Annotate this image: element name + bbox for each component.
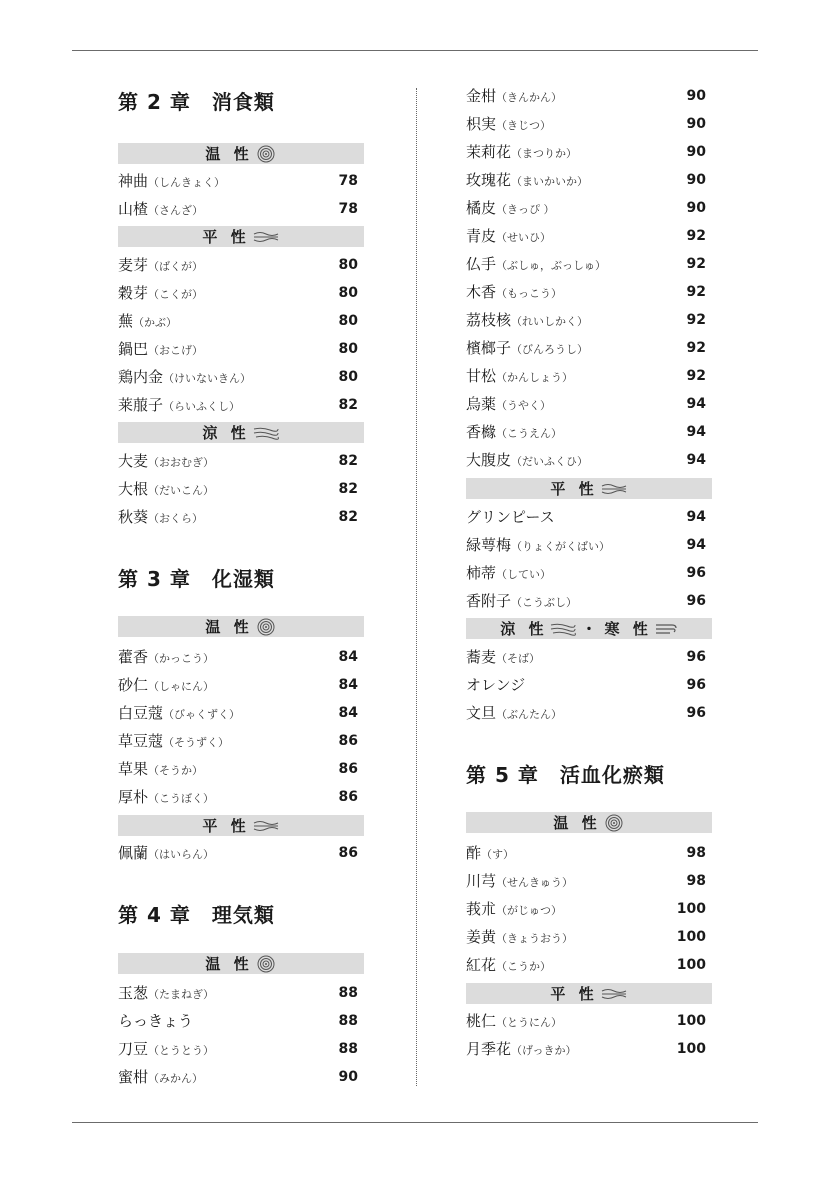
section-band-neutral — [466, 983, 712, 1004]
list-item: 桃仁（とうにん） 100 — [466, 1012, 706, 1030]
neutral-wave-icon — [252, 819, 280, 833]
warm-spiral-icon — [255, 618, 277, 636]
chapter-title: 第 4 章 理気類 — [118, 903, 275, 927]
band-label: 温 性 — [205, 618, 253, 636]
list-item: 穀芽（こくが） 80 — [118, 284, 358, 302]
list-item: 香櫞（こうえん） 94 — [466, 423, 706, 441]
list-item: 蜜柑（みかん） 90 — [118, 1068, 358, 1086]
list-item: 刀豆（とうとう） 88 — [118, 1040, 358, 1058]
section-band-warm — [118, 616, 364, 637]
list-item: 山楂（さんざ） 78 — [118, 200, 358, 218]
list-item: らっきょう 88 — [118, 1012, 358, 1030]
list-item: オレンジ 96 — [466, 676, 706, 694]
warm-spiral-icon — [255, 955, 277, 973]
section-band-warm — [118, 143, 364, 164]
band-label: 温 性 — [205, 955, 253, 973]
list-item: グリンピース 94 — [466, 508, 706, 526]
band-label: 温 性 — [553, 814, 601, 832]
list-item: 草果（そうか） 86 — [118, 760, 358, 778]
list-item: 枳実（きじつ） 90 — [466, 115, 706, 133]
list-item: 香附子（こうぶし） 96 — [466, 592, 706, 610]
list-item: 月季花（げっきか） 100 — [466, 1040, 706, 1058]
list-item: 鶏内金（けいないきん） 80 — [118, 368, 358, 386]
neutral-wave-icon — [252, 230, 280, 244]
list-item: 茘枝核（れいしかく） 92 — [466, 311, 706, 329]
list-item: 烏薬（うやく） 94 — [466, 395, 706, 413]
list-item: 大根（だいこん） 82 — [118, 480, 358, 498]
list-item: 大腹皮（だいふくひ） 94 — [466, 451, 706, 469]
section-band-neutral — [118, 226, 364, 247]
list-item: 茉莉花（まつりか） 90 — [466, 143, 706, 161]
neutral-wave-icon — [600, 482, 628, 496]
warm-spiral-icon — [603, 814, 625, 832]
list-item: 蕎麦（そば） 96 — [466, 648, 706, 666]
bottom-rule — [72, 1122, 758, 1123]
band-label: 涼 性 — [202, 424, 250, 442]
list-item: 緑萼梅（りょくがくばい） 94 — [466, 536, 706, 554]
list-item: 草豆蔻（そうずく） 86 — [118, 732, 358, 750]
cold-wind-icon — [654, 622, 678, 636]
list-item: 仏手（ぶしゅ，ぶっしゅ） 92 — [466, 255, 706, 273]
list-item: 橘皮（きっぴ ） 90 — [466, 199, 706, 217]
section-band-neutral — [118, 815, 364, 836]
list-item: 厚朴（こうぼく） 86 — [118, 788, 358, 806]
band-label: 温 性 — [205, 145, 253, 163]
list-item: 木香（もっこう） 92 — [466, 283, 706, 301]
list-item: 柿蒂（してい） 96 — [466, 564, 706, 582]
list-item: 酢（す） 98 — [466, 844, 706, 862]
section-band-warm — [118, 953, 364, 974]
list-item: 秋葵（おくら） 82 — [118, 508, 358, 526]
column-divider — [416, 88, 417, 1086]
band-separator: ・ — [581, 620, 601, 638]
list-item: 青皮（せいひ） 92 — [466, 227, 706, 245]
band-label: 平 性 — [202, 817, 250, 835]
warm-spiral-icon — [255, 145, 277, 163]
list-item: 鍋巴（おこげ） 80 — [118, 340, 358, 358]
band-label: 平 性 — [202, 228, 250, 246]
chapter-title: 第 5 章 活血化瘀類 — [466, 763, 665, 787]
list-item: 麦芽（ばくが） 80 — [118, 256, 358, 274]
section-band-cool-cold — [466, 618, 712, 639]
neutral-wave-icon — [600, 987, 628, 1001]
band-label: 平 性 — [550, 480, 598, 498]
list-item: 神曲（しんきょく） 78 — [118, 172, 358, 190]
list-item: 玉葱（たまねぎ） 88 — [118, 984, 358, 1002]
list-item: 藿香（かっこう） 84 — [118, 648, 358, 666]
list-item: 檳榔子（びんろうし） 92 — [466, 339, 706, 357]
list-item: 川芎（せんきゅう） 98 — [466, 872, 706, 890]
top-rule — [72, 50, 758, 51]
band-label: 涼 性 — [500, 620, 548, 638]
list-item: 莱菔子（らいふくし） 82 — [118, 396, 358, 414]
cool-wind-icon — [549, 622, 577, 636]
cool-wind-icon — [252, 426, 280, 440]
list-item: 玫瑰花（まいかいか） 90 — [466, 171, 706, 189]
section-band-cool — [118, 422, 364, 443]
chapter-title: 第 2 章 消食類 — [118, 90, 275, 114]
band-label: 寒 性 — [604, 620, 652, 638]
chapter-title: 第 3 章 化湿類 — [118, 567, 275, 591]
list-item: 佩蘭（はいらん） 86 — [118, 844, 358, 862]
list-item: 莪朮（がじゅつ） 100 — [466, 900, 706, 918]
list-item: 文旦（ぶんたん） 96 — [466, 704, 706, 722]
list-item: 大麦（おおむぎ） 82 — [118, 452, 358, 470]
band-label: 平 性 — [550, 985, 598, 1003]
list-item: 姜黄（きょうおう） 100 — [466, 928, 706, 946]
list-item: 砂仁（しゃにん） 84 — [118, 676, 358, 694]
list-item: 白豆蔻（びゃくずく） 84 — [118, 704, 358, 722]
section-band-warm — [466, 812, 712, 833]
list-item: 紅花（こうか） 100 — [466, 956, 706, 974]
list-item: 甘松（かんしょう） 92 — [466, 367, 706, 385]
list-item: 蕪（かぶ） 80 — [118, 312, 358, 330]
list-item: 金柑（きんかん） 90 — [466, 87, 706, 105]
section-band-neutral — [466, 478, 712, 499]
